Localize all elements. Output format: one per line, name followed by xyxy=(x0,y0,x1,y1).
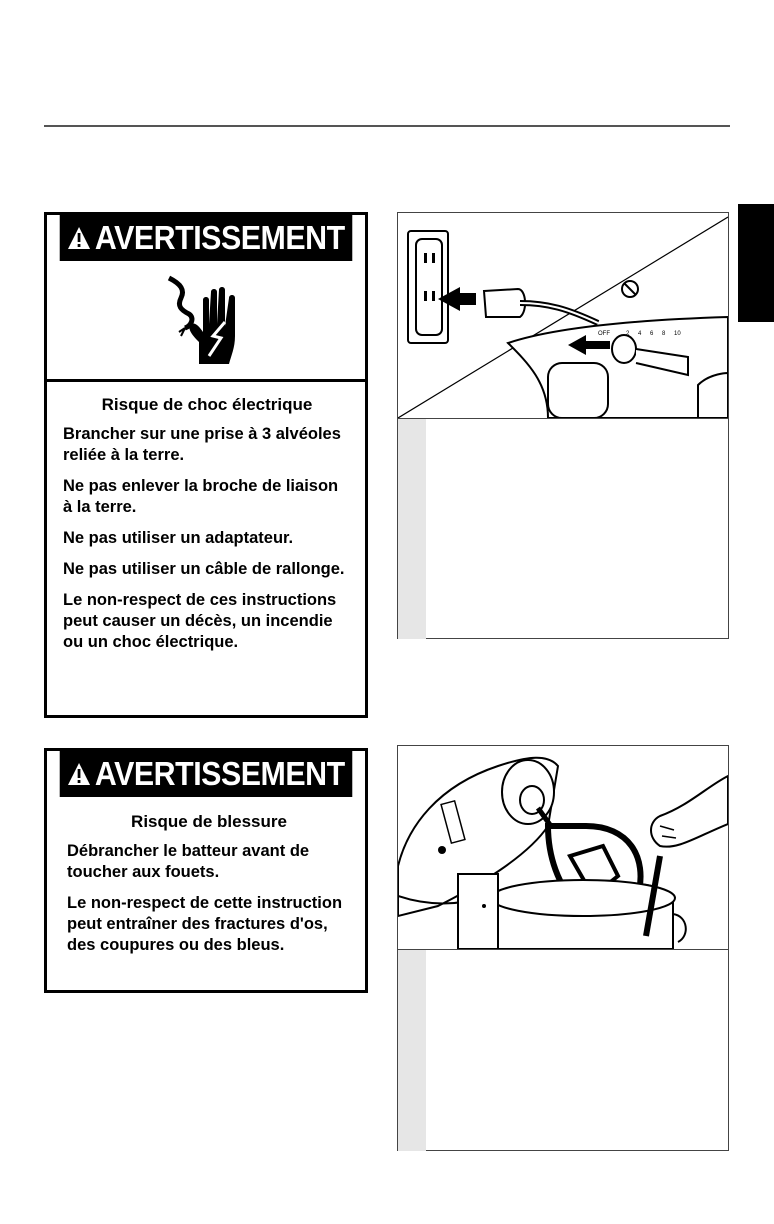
warning-line: Ne pas utiliser un câble de rallonge. xyxy=(63,560,345,578)
caption-margin xyxy=(398,950,426,1151)
header-rule xyxy=(44,125,730,127)
warning-line: Ne pas utiliser un adaptateur. xyxy=(63,529,294,547)
symbol-area xyxy=(47,261,365,382)
warning-triangle-icon xyxy=(67,226,91,250)
hazard-title: Risque de blessure xyxy=(131,812,287,831)
warning-body xyxy=(47,382,365,673)
section-tab xyxy=(738,204,774,322)
mixer-beater-bowl-illustration xyxy=(398,746,728,950)
warning-box-electric-shock xyxy=(44,212,368,718)
warning-line: Débrancher le batteur avant de toucher aux fouets. xyxy=(67,842,310,881)
speed-label: OFF xyxy=(598,331,610,337)
figure-caption-area xyxy=(398,419,728,639)
warning-header xyxy=(60,215,353,261)
warning-triangle-icon xyxy=(67,762,91,786)
hazard-title: Risque de choc électrique xyxy=(101,395,313,414)
warning-box-injury xyxy=(44,748,368,993)
caption-margin xyxy=(398,419,426,639)
speed-label: 10 xyxy=(674,331,681,337)
figure-plug-in xyxy=(397,212,729,639)
warning-header xyxy=(60,751,353,797)
speed-label: 2 xyxy=(626,331,630,337)
speed-label: 4 xyxy=(638,331,642,337)
figure-caption-area xyxy=(398,950,728,1151)
plug-into-outlet-illustration xyxy=(398,213,728,419)
warning-line: Le non-respect de cette instruction peut entraîner des fractures d'os, des coupures ou des bleus. xyxy=(67,894,343,954)
warning-line: Le non-respect de ces instructions peut causer un décès, un incendie ou un choc électrique. xyxy=(63,591,337,651)
warning-line: Brancher sur une prise à 3 alvéoles reliée à la terre. xyxy=(63,425,341,464)
warning-line: Ne pas enlever la broche de liaison à la terre. xyxy=(63,477,339,516)
figure-beater xyxy=(397,745,729,1151)
warning-title: AVERTISSEMENT xyxy=(94,755,345,792)
speed-label: 8 xyxy=(662,331,666,337)
electric-shock-hand-icon xyxy=(151,270,261,370)
speed-label: 6 xyxy=(650,331,654,337)
warning-body xyxy=(47,797,365,976)
warning-title: AVERTISSEMENT xyxy=(94,219,345,256)
